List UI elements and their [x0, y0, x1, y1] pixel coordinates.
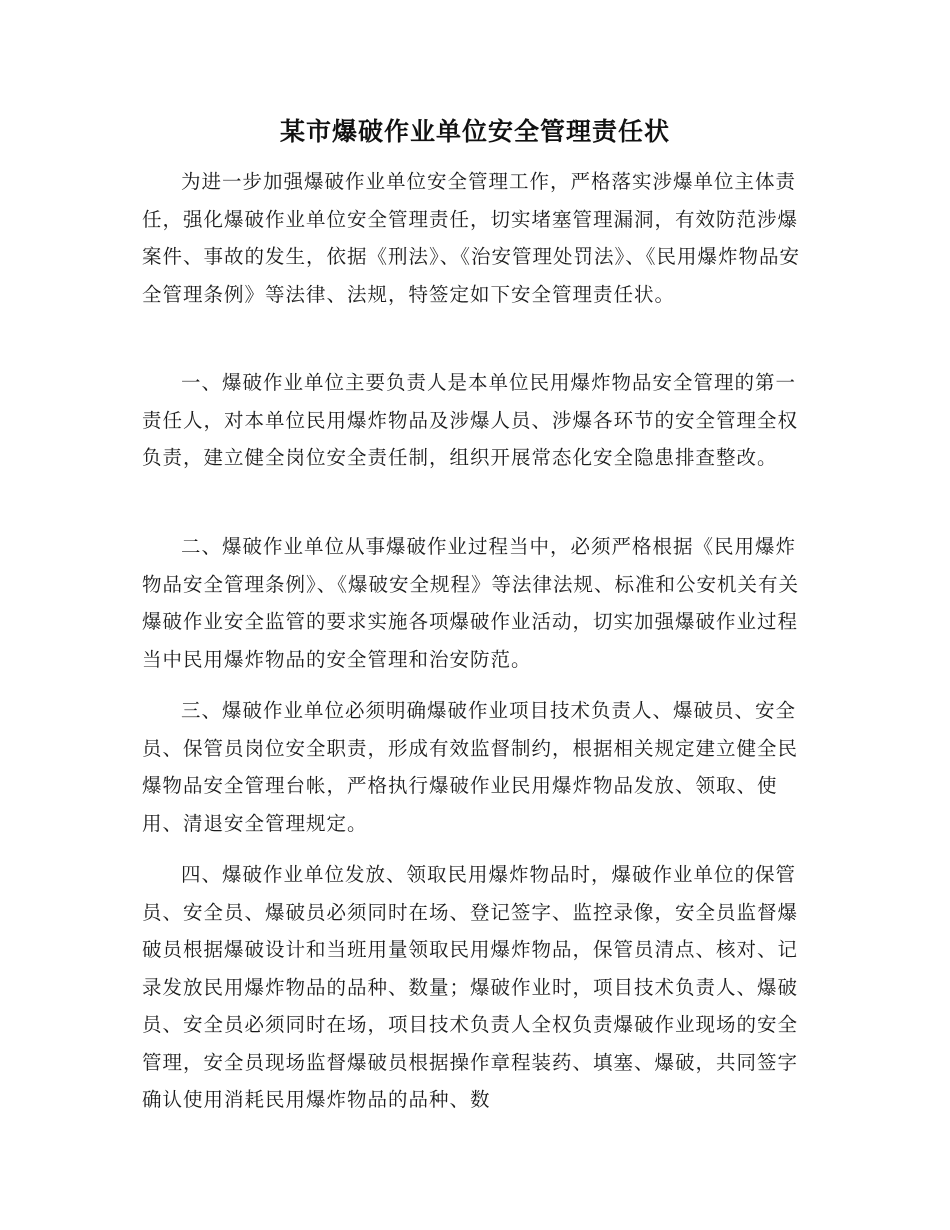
paragraph-clause-4: [142, 856, 812, 1119]
paragraph-text: 为进一步加强爆破作业单位安全管理工作，严格落实涉爆单位主体责任，强化爆破作业单位安全管理责任，切实堵塞管理漏洞，有效防范涉爆案件、事故的发生，依据《刑法》、《治安管理处罚法》、《民用爆炸物品安全管理条例》等法律、法规，特签定如下安全管理责任状。: [142, 170, 801, 306]
paragraph-text: 二、爆破作业单位从事爆破作业过程当中，必须严格根据《民用爆炸物品安全管理条例》、《爆破安全规程》等法律法规、标准和公安机关有关爆破作业安全监管的要求实施各项爆破作业活动，切实加强爆破作业过程当中民用爆炸物品的安全管理和治安防范。: [142, 535, 800, 671]
paragraph-text: 三、爆破作业单位必须明确爆破作业项目技术负责人、爆破员、安全员、保管员岗位安全职责，形成有效监督制约，根据相关规定建立健全民爆物品安全管理台帐，严格执行爆破作业民用爆炸物品发放、领取、使用、清退安全管理规定。: [142, 699, 799, 835]
paragraph-clause-1: [142, 364, 812, 477]
paragraph-text: 一、爆破作业单位主要负责人是本单位民用爆炸物品安全管理的第一责任人，对本单位民用爆炸物品及涉爆人员、涉爆各环节的安全管理全权负责，建立健全岗位安全责任制，组织开展常态化安全隐患排查整改。: [142, 371, 799, 469]
paragraph-text: 四、爆破作业单位发放、领取民用爆炸物品时，爆破作业单位的保管员、安全员、爆破员必须同时在场、登记签字、监控录像，安全员监督爆破员根据爆破设计和当班用量领取民用爆炸物品，保管员清点、核对、记录发放民用爆炸物品的品种、数量；爆破作业时，项目技术负责人、爆破员、安全员必须同时在场，项目技术负责人全权负责爆破作业现场的安全管理，安全员现场监督爆破员根据操作章程装药、填塞、爆破，共同签字确认使用消耗民用爆炸物品的品种、数: [142, 863, 799, 1111]
paragraph-clause-3: [142, 692, 812, 842]
paragraph-intro: [142, 163, 812, 313]
document-title: 某市爆破作业单位安全管理责任状: [279, 117, 670, 146]
paragraph-clause-2: [142, 528, 812, 678]
